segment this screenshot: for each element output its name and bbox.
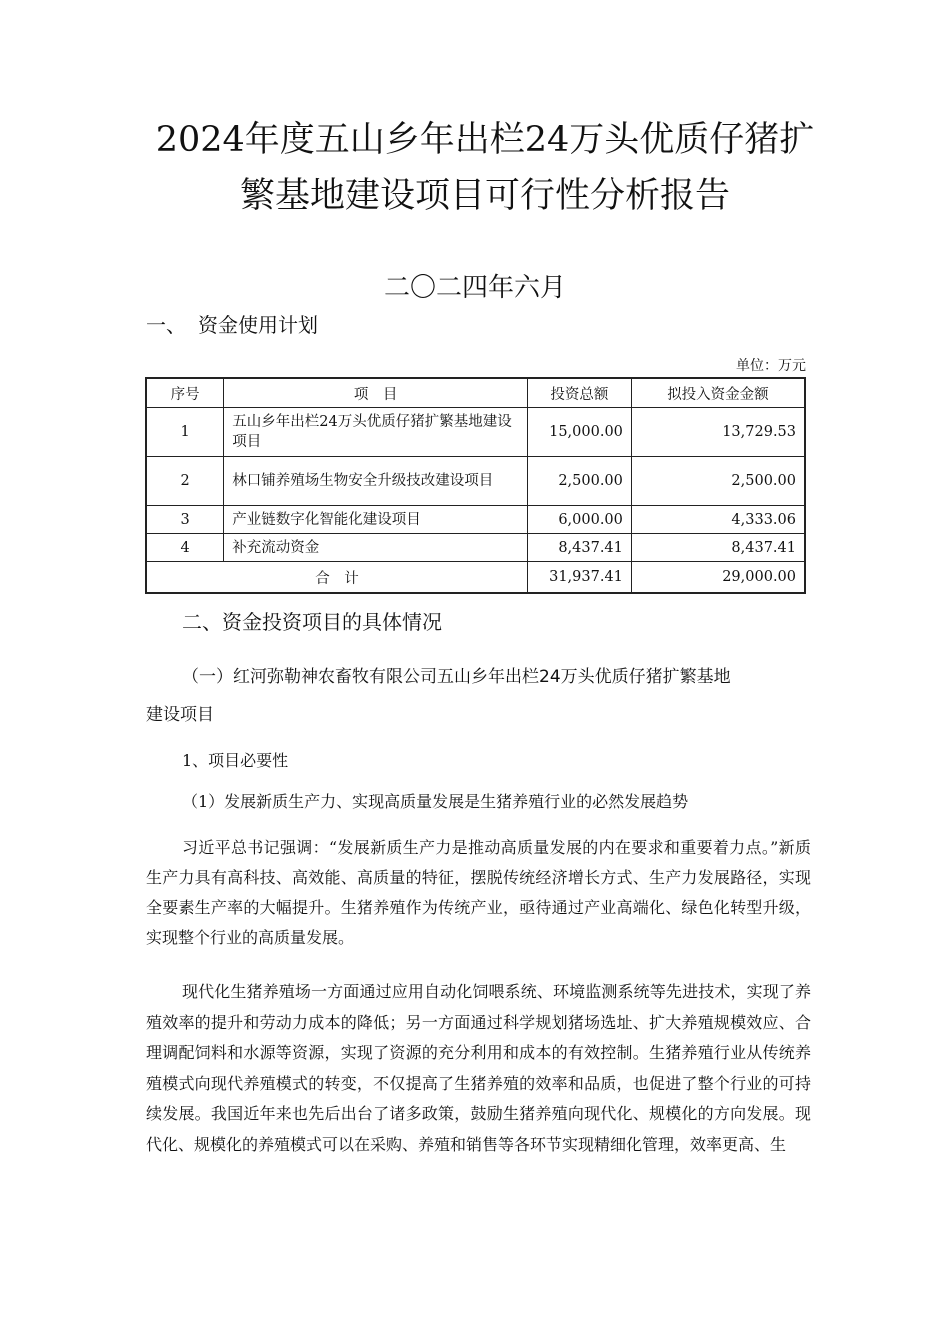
body-paragraph: 现代化生猪养殖场一方面通过应用自动化饲喂系统、环境监测系统等先进技术，实现了养殖效率的提升和劳动力成本的降低；另一方面通过科学规划猪场选址、扩大养殖规模效应、合理调配饲料和水源等资源，实现了资源的充分利用和成本的有效控制。生猪养殖行业从传统养殖模式向现代养殖模式的转变，不仅提高了生猪养殖的效率和品质，也促进了整个行业的可持续发展。我国近年来也先后出台了诸多政策，鼓励生猪养殖向现代化、规模化的方向发展。现代化、规模化的养殖模式可以在采购、养殖和销售等各环节实现精细化管理，效率更高、生 <box>146 982 811 1154</box>
row-item: 林口铺养殖场生物安全升级技改建设项目 <box>224 457 528 506</box>
subsection-heading-line-2: 建设项目 <box>146 705 214 725</box>
section-heading-project-details: 二、资金投资项目的具体情况 <box>182 610 442 634</box>
row-no: 3 <box>146 506 224 534</box>
row-total: 6,000.00 <box>527 506 631 534</box>
report-title-line-1: 2024年度五山乡年出栏24万头优质仔猪扩 <box>155 120 815 160</box>
table-row <box>146 408 805 457</box>
header-total: 投资总额 <box>527 378 631 408</box>
subsection-heading <box>146 658 811 734</box>
total-sum: 31,937.41 <box>527 562 631 594</box>
table-row <box>146 506 805 534</box>
row-item: 五山乡年出栏24万头优质仔猪扩繁基地建设项目 <box>224 408 528 457</box>
table-total-row <box>146 562 805 594</box>
subsection-heading-line-1: （一）红河弥勒神农畜牧有限公司五山乡年出栏24万头优质仔猪扩繁基地 <box>182 667 731 687</box>
row-no: 1 <box>146 408 224 457</box>
header-item: 项 目 <box>224 378 528 408</box>
row-planned: 4,333.06 <box>631 506 805 534</box>
section-number: 一、 <box>146 313 186 337</box>
row-planned: 13,729.53 <box>631 408 805 457</box>
section-heading-fund-plan <box>146 310 318 340</box>
total-label: 合 计 <box>146 562 527 594</box>
row-no: 4 <box>146 534 224 562</box>
row-total: 15,000.00 <box>527 408 631 457</box>
body-paragraph: 习近平总书记强调：“发展新质生产力是推动高质量发展的内在要求和重要着力点。”新质生产力具有高科技、高效能、高质量的特征，摆脱传统经济增长方式、生产力发展路径，实现全要素生产率的大幅提升。生猪养殖作为传统产业，亟待通过产业高端化、绿色化转型升级，实现整个行业的高质量发展。 <box>146 838 811 947</box>
planned-sum: 29,000.00 <box>631 562 805 594</box>
header-planned: 拟投入资金金额 <box>631 378 805 408</box>
row-planned: 8,437.41 <box>631 534 805 562</box>
report-title-line-2: 繁基地建设项目可行性分析报告 <box>239 176 730 216</box>
row-no: 2 <box>146 457 224 506</box>
item-heading-necessity: 1、项目必要性 <box>182 751 289 770</box>
row-total: 2,500.00 <box>527 457 631 506</box>
row-item: 补充流动资金 <box>224 534 528 562</box>
report-title <box>140 112 830 224</box>
row-item: 产业链数字化智能化建设项目 <box>224 506 528 534</box>
table-row <box>146 534 805 562</box>
table-row <box>146 457 805 506</box>
report-date: 二〇二四年六月 <box>383 273 566 303</box>
table-header-row <box>146 378 805 408</box>
fund-usage-table <box>145 377 806 594</box>
unit-label: 单位：万元 <box>736 358 806 374</box>
section-title: 资金使用计划 <box>198 313 318 337</box>
row-planned: 2,500.00 <box>631 457 805 506</box>
header-no: 序号 <box>146 378 224 408</box>
row-total: 8,437.41 <box>527 534 631 562</box>
item-subheading: （1）发展新质生产力、实现高质量发展是生猪养殖行业的必然发展趋势 <box>182 792 689 811</box>
